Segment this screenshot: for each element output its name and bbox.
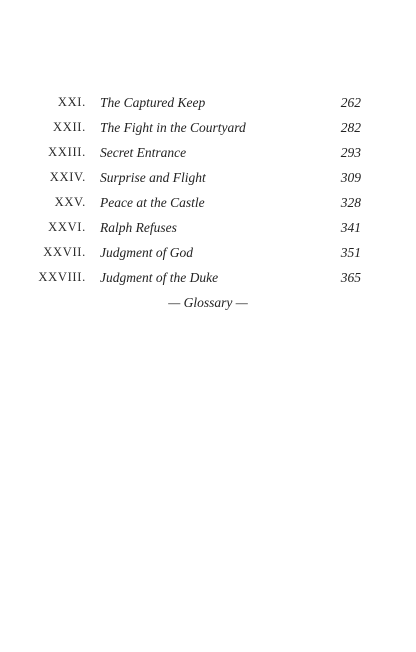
toc-entry-22[interactable] bbox=[0, 115, 416, 140]
chapter-title[interactable]: Ralph Refuses bbox=[100, 220, 177, 235]
chapter-title[interactable]: Secret Entrance bbox=[100, 145, 187, 160]
glossary-link[interactable]: — Glossary — bbox=[168, 295, 248, 310]
chapter-number: XXIII. bbox=[48, 145, 86, 159]
toc-entry-27[interactable] bbox=[0, 240, 416, 265]
toc-entry-23[interactable] bbox=[0, 140, 416, 165]
chapter-number: XXV. bbox=[54, 195, 86, 209]
toc-entry-28[interactable] bbox=[0, 265, 416, 290]
chapter-title[interactable]: Judgment of the Duke bbox=[100, 270, 219, 285]
toc-entry-26[interactable] bbox=[0, 215, 416, 240]
chapter-number: XXVII. bbox=[43, 245, 86, 259]
page-number: 293 bbox=[340, 145, 361, 160]
page-number: 351 bbox=[340, 245, 361, 260]
chapter-title[interactable]: Peace at the Castle bbox=[100, 195, 205, 210]
table-of-contents bbox=[0, 90, 416, 290]
page-number: 282 bbox=[340, 120, 361, 135]
toc-entry-25[interactable] bbox=[0, 190, 416, 215]
chapter-title[interactable]: The Captured Keep bbox=[100, 95, 206, 110]
chapter-number: XXII. bbox=[52, 120, 86, 134]
chapter-number: XXVI. bbox=[48, 220, 86, 234]
page-number: 365 bbox=[340, 270, 361, 285]
chapter-title[interactable]: Surprise and Flight bbox=[100, 170, 206, 185]
chapter-number: XXIV. bbox=[49, 170, 86, 184]
page-number: 341 bbox=[340, 220, 361, 235]
chapter-number: XXI. bbox=[57, 95, 86, 109]
chapter-title[interactable]: Judgment of God bbox=[100, 245, 193, 260]
page-number: 262 bbox=[340, 95, 361, 110]
chapter-title[interactable]: The Fight in the Courtyard bbox=[100, 120, 246, 135]
toc-entry-21[interactable] bbox=[0, 90, 416, 115]
toc-entry-24[interactable] bbox=[0, 165, 416, 190]
page-number: 309 bbox=[340, 170, 361, 185]
page-number: 328 bbox=[340, 195, 361, 210]
chapter-number: XXVIII. bbox=[38, 270, 86, 284]
